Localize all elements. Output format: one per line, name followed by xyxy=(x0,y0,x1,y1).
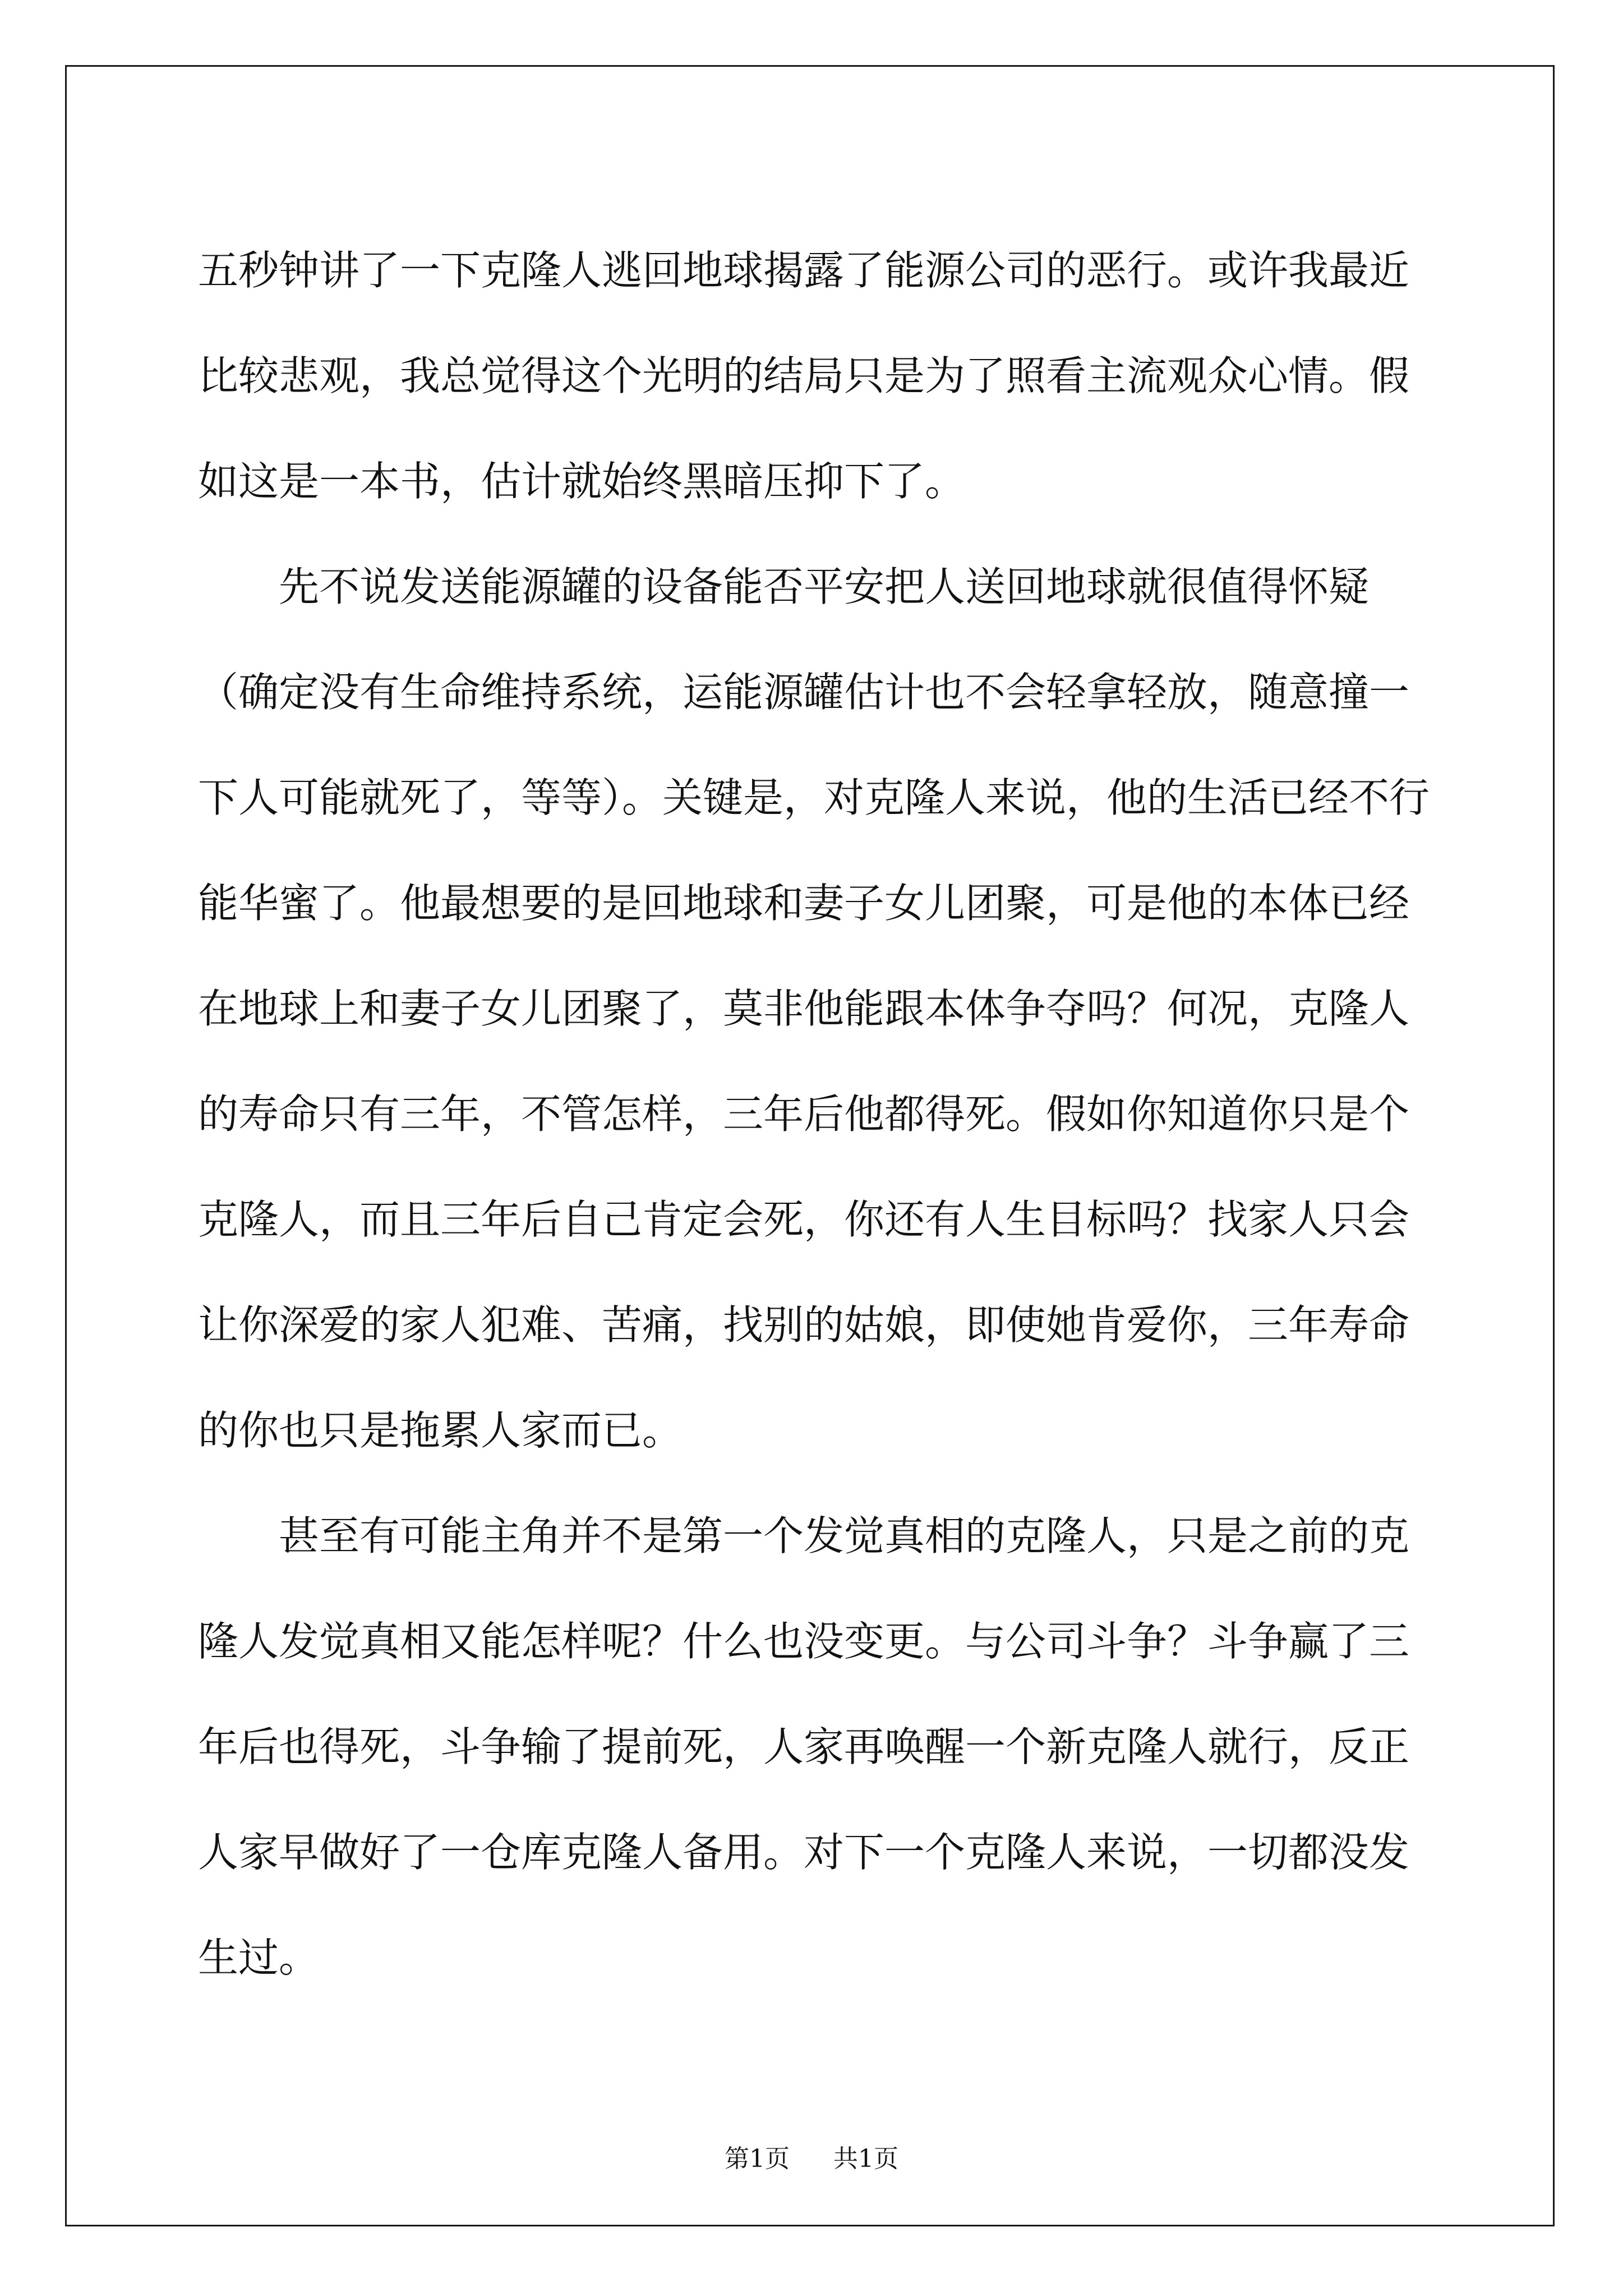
text-line: 生过。 xyxy=(198,1934,320,1981)
text-line: 下人可能就死了，等等）。关键是，对克隆人来说，他的生活已经不行 xyxy=(198,774,1430,821)
paragraph xyxy=(198,1483,1426,2010)
text-line: 的寿命只有三年，不管怎样，三年后他都得死。假如你知道你只是个 xyxy=(198,1091,1410,1138)
page-total: 共1页 xyxy=(833,2145,898,2173)
page-footer xyxy=(0,2138,1623,2174)
paragraph xyxy=(198,218,1426,534)
document-body xyxy=(198,218,1430,2010)
text-line: 让你深爱的家人犯难、苦痛，找别的姑娘，即使她肯爱你，三年寿命 xyxy=(198,1301,1410,1349)
text-line: 克隆人，而且三年后自己肯定会死，你还有人生目标吗？找家人只会 xyxy=(198,1196,1410,1243)
text-line: 比较悲观，我总觉得这个光明的结局只是为了照看主流观众心情。假 xyxy=(198,352,1410,399)
paragraph xyxy=(198,534,1430,1483)
text-line: （确定没有生命维持系统，运能源罐估计也不会轻拿轻放，随意撞一 xyxy=(198,669,1410,716)
text-line: 五秒钟讲了一下克隆人逃回地球揭露了能源公司的恶行。或许我最近 xyxy=(198,247,1410,294)
text-line: 人家早做好了一仓库克隆人备用。对下一个克隆人来说，一切都没发 xyxy=(198,1829,1410,1876)
text-line: 甚至有可能主角并不是第一个发觉真相的克隆人，只是之前的克 xyxy=(279,1512,1410,1559)
text-line: 在地球上和妻子女儿团聚了，莫非他能跟本体争夺吗？何况，克隆人 xyxy=(198,985,1410,1032)
text-line: 隆人发觉真相又能怎样呢？什么也没变更。与公司斗争？斗争赢了三 xyxy=(198,1618,1410,1665)
text-line: 年后也得死，斗争输了提前死，人家再唤醒一个新克隆人就行，反正 xyxy=(198,1723,1410,1770)
text-line: 如这是一本书，估计就始终黑暗压抑下了。 xyxy=(198,458,966,505)
text-line: 的你也只是拖累人家而已。 xyxy=(198,1407,683,1454)
text-line: 能华蜜了。他最想要的是回地球和妻子女儿团聚，可是他的本体已经 xyxy=(198,880,1410,927)
page-number: 第1页 xyxy=(725,2145,790,2173)
text-line: 先不说发送能源罐的设备能否平安把人送回地球就很值得怀疑 xyxy=(279,563,1370,610)
